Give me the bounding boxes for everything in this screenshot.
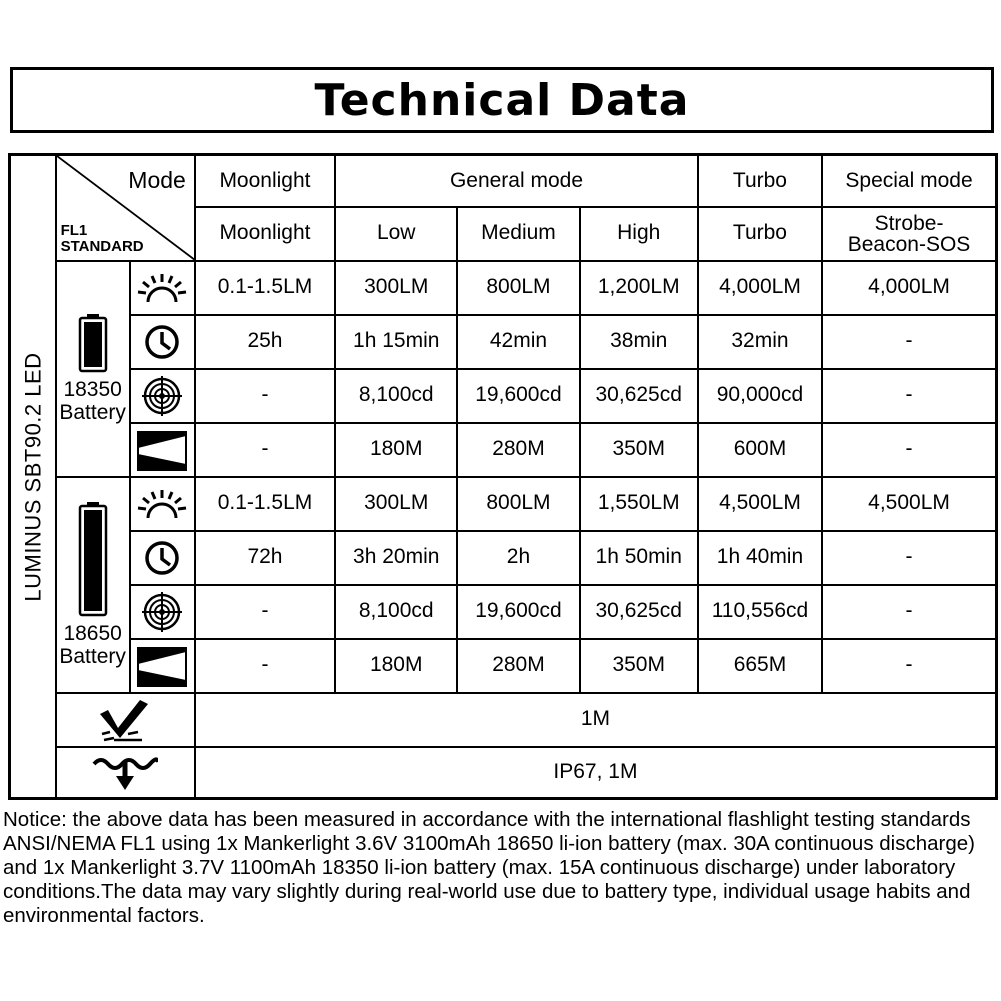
mode-header-special: Strobe- Beacon-SOS <box>822 207 996 261</box>
intensity-18350-low: 8,100cd <box>335 369 457 423</box>
mode-header-low: Low <box>335 207 457 261</box>
runtime-18350-medium: 42min <box>457 315 579 369</box>
intensity-18350-moonlight: - <box>195 369 335 423</box>
distance-18650-medium: 280M <box>457 639 579 693</box>
table-row <box>10 369 997 423</box>
distance-18650-low: 180M <box>335 639 457 693</box>
intensity-18350-medium: 19,600cd <box>457 369 579 423</box>
waterproof-icon <box>92 752 158 792</box>
fl1-standard-label: FL1 STANDARD <box>60 221 144 255</box>
distance-18350-low: 180M <box>335 423 457 477</box>
runtime-18350-low: 1h 15min <box>335 315 457 369</box>
group-header-moonlight: Moonlight <box>195 155 335 207</box>
brightness-icon <box>136 488 188 520</box>
table-row <box>10 747 997 799</box>
clock-icon-cell <box>130 531 195 585</box>
brightness-icon <box>136 272 188 304</box>
table-row <box>10 639 997 693</box>
clock-icon <box>143 323 181 361</box>
lumens-18650-turbo: 4,500LM <box>698 477 822 531</box>
waterproof-value: IP67, 1M <box>195 747 997 799</box>
lumens-18650-high: 1,550LM <box>580 477 698 531</box>
intensity-18650-special: - <box>822 585 996 639</box>
title-box <box>10 67 994 133</box>
runtime-18350-special: - <box>822 315 996 369</box>
table-row <box>10 477 997 531</box>
lumens-18350-special: 4,000LM <box>822 261 996 315</box>
lumens-18350-medium: 800LM <box>457 261 579 315</box>
lumens-18350-low: 300LM <box>335 261 457 315</box>
battery-18350-label: 18350 Battery <box>59 378 126 424</box>
clock-icon-cell <box>130 315 195 369</box>
runtime-18650-low: 3h 20min <box>335 531 457 585</box>
distance-18350-moonlight: - <box>195 423 335 477</box>
table-row <box>10 261 997 315</box>
lumens-18350-high: 1,200LM <box>580 261 698 315</box>
header-row-groups <box>10 155 997 207</box>
group-header-general: General mode <box>335 155 698 207</box>
distance-18350-special: - <box>822 423 996 477</box>
target-icon-cell <box>130 369 195 423</box>
group-header-turbo: Turbo <box>698 155 822 207</box>
impact-resistance-value: 1M <box>195 693 997 747</box>
beam-distance-icon <box>136 428 188 472</box>
runtime-18650-medium: 2h <box>457 531 579 585</box>
runtime-18350-turbo: 32min <box>698 315 822 369</box>
mode-header-high: High <box>580 207 698 261</box>
intensity-18650-turbo: 110,556cd <box>698 585 822 639</box>
beam-distance-icon-cell <box>130 639 195 693</box>
intensity-18650-medium: 19,600cd <box>457 585 579 639</box>
lumens-18650-special: 4,500LM <box>822 477 996 531</box>
distance-18650-turbo: 665M <box>698 639 822 693</box>
runtime-18650-special: - <box>822 531 996 585</box>
impact-resistance-icon <box>94 698 156 742</box>
distance-18650-special: - <box>822 639 996 693</box>
beam-distance-icon <box>136 644 188 688</box>
table-row <box>10 423 997 477</box>
mode-standard-header <box>56 155 195 261</box>
brightness-icon-cell <box>130 477 195 531</box>
intensity-18350-special: - <box>822 369 996 423</box>
lumens-18350-moonlight: 0.1-1.5LM <box>195 261 335 315</box>
intensity-18350-turbo: 90,000cd <box>698 369 822 423</box>
intensity-18350-high: 30,625cd <box>580 369 698 423</box>
runtime-18650-high: 1h 50min <box>580 531 698 585</box>
mode-header-medium: Medium <box>457 207 579 261</box>
intensity-18650-low: 8,100cd <box>335 585 457 639</box>
beam-distance-icon-cell <box>130 423 195 477</box>
table-row <box>10 315 997 369</box>
lumens-18650-moonlight: 0.1-1.5LM <box>195 477 335 531</box>
mode-header-turbo: Turbo <box>698 207 822 261</box>
lumens-18650-medium: 800LM <box>457 477 579 531</box>
clock-icon <box>143 539 181 577</box>
runtime-18350-high: 38min <box>580 315 698 369</box>
battery-18650-label: 18650 Battery <box>59 622 126 668</box>
battery-icon <box>78 501 108 617</box>
brightness-icon-cell <box>130 261 195 315</box>
lumens-18350-turbo: 4,000LM <box>698 261 822 315</box>
intensity-18650-high: 30,625cd <box>580 585 698 639</box>
runtime-18650-turbo: 1h 40min <box>698 531 822 585</box>
battery-icon <box>78 313 108 373</box>
distance-18350-medium: 280M <box>457 423 579 477</box>
target-icon-cell <box>130 585 195 639</box>
target-icon <box>140 374 184 418</box>
technical-data-table <box>8 153 998 800</box>
distance-18650-moonlight: - <box>195 639 335 693</box>
lumens-18650-low: 300LM <box>335 477 457 531</box>
battery-18350-cell <box>56 261 130 477</box>
distance-18650-high: 350M <box>580 639 698 693</box>
led-label: LUMINUS SBT90.2 LED <box>20 351 46 602</box>
distance-18350-high: 350M <box>580 423 698 477</box>
notice-text: Notice: the above data has been measured in accordance with the international flashlight testing standards ANSI/NEMA FL1 using 1x Mankerlight 3.6V 3100mAh 18650 li-ion battery (max. 30A continuous discharge) and 1x Mankerlight 3.7V 1100mAh 18350 li-ion battery (max. 15A continuous discharge) under laboratory conditions.The data may vary slightly during real-world use due to battery type, individual usage habits and environmental factors. <box>3 808 975 927</box>
runtime-18650-moonlight: 72h <box>195 531 335 585</box>
led-label-cell <box>10 155 56 799</box>
table-row <box>10 585 997 639</box>
distance-18350-turbo: 600M <box>698 423 822 477</box>
page-title: Technical Data <box>314 74 690 126</box>
battery-18650-cell <box>56 477 130 693</box>
runtime-18350-moonlight: 25h <box>195 315 335 369</box>
intensity-18650-moonlight: - <box>195 585 335 639</box>
target-icon <box>140 590 184 634</box>
impact-resistance-icon-cell <box>56 693 195 747</box>
table-row <box>10 531 997 585</box>
table-row <box>10 693 997 747</box>
mode-header-moonlight: Moonlight <box>195 207 335 261</box>
waterproof-icon-cell <box>56 747 195 799</box>
mode-label: Mode <box>128 167 186 193</box>
group-header-special: Special mode <box>822 155 996 207</box>
